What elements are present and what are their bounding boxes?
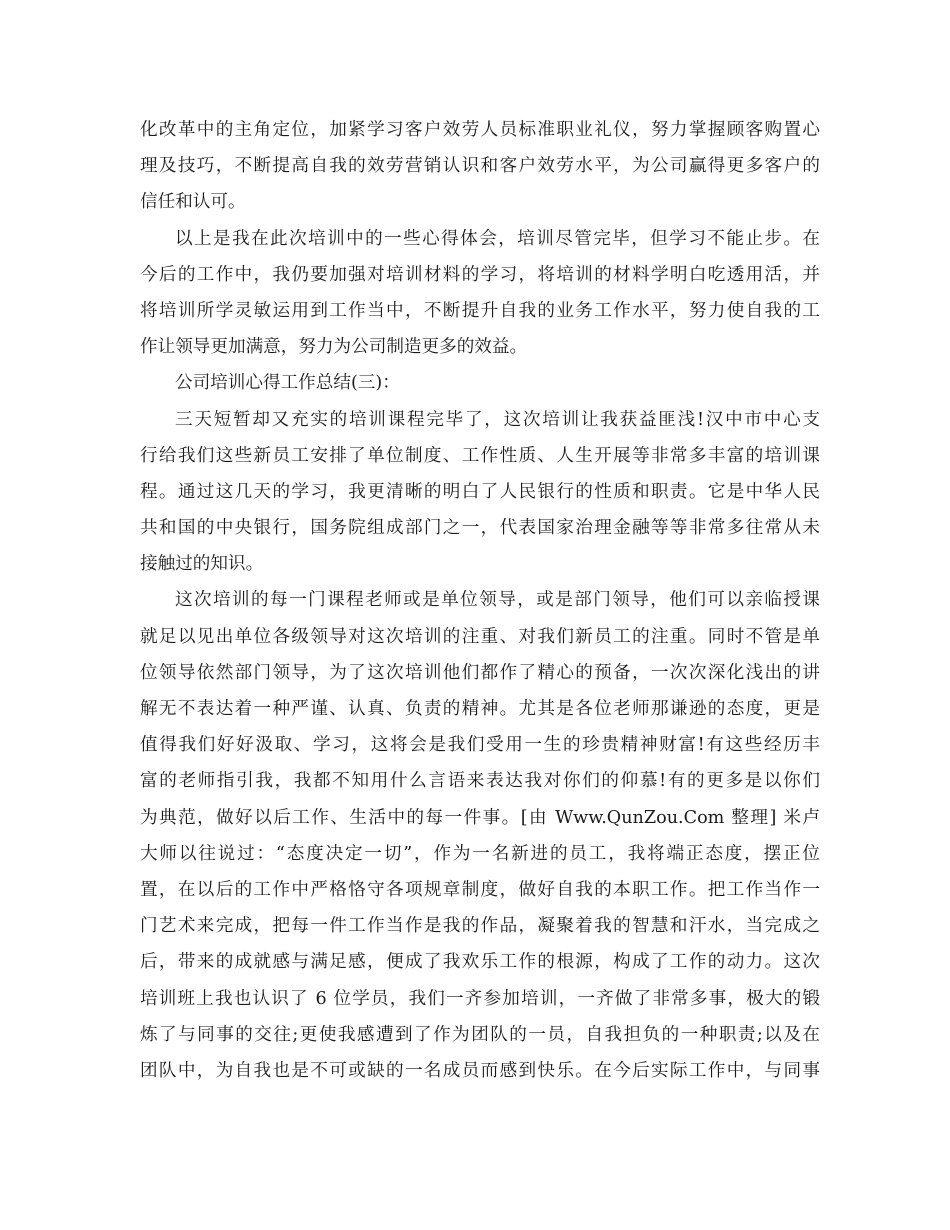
text-line: 炼了与同事的交往;更使我感遭到了作为团队的一员，自我担负的一种职责;以及在 bbox=[140, 1024, 820, 1045]
text-line: 化改革中的主角定位，加紧学习客户效劳人员标准职业礼仪，努力掌握顾客购置心 bbox=[140, 120, 820, 140]
document-body bbox=[140, 112, 820, 1089]
text-line: 为典范，做好以后工作、生活中的每一件事。[由 Www.QunZou.Com 整理] 米卢 bbox=[140, 807, 820, 828]
text-line: 信任和认可。 bbox=[140, 192, 246, 213]
text-line: 置，在以后的工作中严格恪守各项规章制度，做好自我的本职工作。把工作当作一 bbox=[140, 879, 820, 900]
text-line: 富的老师指引我，我都不知用什么言语来表达我对你们的仰慕!有的更多是以你们 bbox=[140, 771, 820, 792]
text-line: 共和国的中央银行，国务院组成部门之一，代表国家治理金融等等非常多往常从未 bbox=[140, 518, 820, 539]
text-line: 解无不表达着一种严谨、认真、负责的精神。尤其是各位老师那谦逊的态度，更是 bbox=[140, 699, 820, 719]
text-line: 后，带来的成就感与满足感，便成了我欢乐工作的根源，构成了工作的动力。这次 bbox=[140, 952, 820, 973]
text-line: 这次培训的每一门课程老师或是单位领导，或是部门领导，他们可以亲临授课 bbox=[175, 590, 820, 611]
text-line: 理及技巧，不断提高自我的效劳营销认识和客户效劳水平，为公司赢得更多客户的 bbox=[140, 156, 820, 177]
text-line: 大师以往说过：“态度决定一切”，作为一名新进的员工，我将端正态度，摆正位 bbox=[140, 843, 820, 864]
text-line: 位领导依然部门领导，为了这次培训他们都作了精心的预备，一次次深化浅出的讲 bbox=[140, 662, 820, 683]
text-line: 接触过的知识。 bbox=[140, 554, 264, 575]
text-line: 培训班上我也认识了 6 位学员，我们一齐参加培训，一齐做了非常多事，极大的锻 bbox=[140, 988, 820, 1009]
text-line: 今后的工作中，我仍要加强对培训材料的学习，将培训的材料学明白吃透用活，并 bbox=[140, 264, 820, 285]
text-line: 以上是我在此次培训中的一些心得体会，培训尽管完毕，但学习不能止步。在 bbox=[175, 228, 820, 249]
text-line: 将培训所学灵敏运用到工作当中，不断提升自我的业务工作水平，努力使自我的工 bbox=[140, 300, 820, 321]
text-line: 程。通过这几天的学习，我更清晰的明白了人民银行的性质和职责。它是中华人民 bbox=[140, 481, 820, 502]
text-line: 团队中，为自我也是不可或缺的一名成员而感到快乐。在今后实际工作中，与同事 bbox=[140, 1060, 820, 1081]
text-line: 就足以见出单位各级领导对这次培训的注重、对我们新员工的注重。同时不管是单 bbox=[140, 626, 820, 647]
text-line: 作让领导更加满意，努力为公司制造更多的效益。 bbox=[140, 337, 528, 358]
text-line: 值得我们好好汲取、学习，这将会是我们受用一生的珍贵精神财富!有这些经历丰 bbox=[140, 735, 820, 756]
text-line: 三天短暂却又充实的培训课程完毕了，这次培训让我获益匪浅!汉中市中心支 bbox=[175, 409, 820, 430]
text-line: 公司培训心得工作总结(三)： bbox=[175, 373, 400, 394]
text-line: 行给我们这些新员工安排了单位制度、工作性质、人生开展等非常多丰富的培训课 bbox=[140, 445, 820, 466]
text-line: 门艺术来完成，把每一件工作当作是我的作品，凝聚着我的智慧和汗水，当完成之 bbox=[140, 916, 820, 937]
